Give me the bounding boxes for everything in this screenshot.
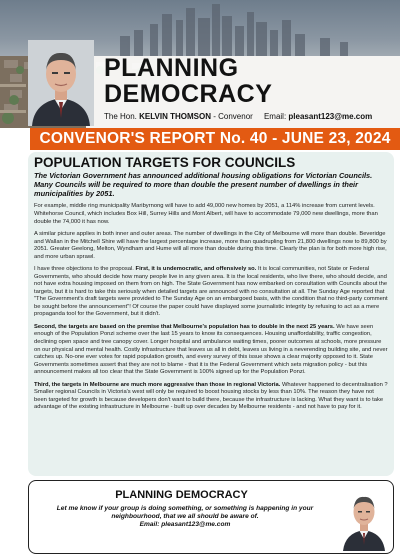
contact-email-label: Email:	[139, 521, 160, 529]
paragraph-3-body: It is local communities, not State or Federal Governments, who should decide how many people live in any given area. It is the local residents, who live there, who should decide, and not have extra housing imposed on them from on high. The State Government has now embarked on consultation with Councils about the targets, but it is hard to take this seriously when detailed targets are announced with no consultation at all. The Sunday Age reported that "The Government's draft targets were provided to The Sunday Age on an embargoed basis, with the condition that no third-party comment be sought before the announcement"! Of course the paper could have displayed some journalistic integrity by refusing to act as a mere propaganda tool for the Government, but it didn't.	[34, 266, 388, 318]
paragraph-4-body: We have seen enough of the Population Ponzi scheme over the last 15 years to know its consequences. Housing unaffordability, traffic congestion, declining open space and tree canopy cover. Longer hospital and ambulance waiting times, poorer outcomes at schools, more pressure on our physical and mental health. Costly infrastructure that leaves us all in debt, leaves us living in a neverending building site, and never catches up. No-one ever votes for rapid population growth, and every survey of this issue shows a clear majority opposed to it. State Governments sometimes assert that they are not to blame - that it is the Federal Government which sets migration policy - but this announcement makes all too clear that the State Government is 100% signed up for the Population Ponzi.	[34, 323, 388, 376]
article-paragraph-4	[34, 324, 388, 377]
paragraph-4-emphasis: Second, the targets are based on the premise that Melbourne's population has to double in the next 25 years.	[34, 323, 335, 330]
byline	[104, 112, 372, 121]
byline-prefix: The Hon.	[104, 112, 137, 121]
report-banner	[30, 128, 400, 150]
byline-name: KELVIN THOMSON	[139, 112, 211, 121]
paragraph-3-emphasis: First, it is undemocratic, and offensively so.	[135, 266, 257, 273]
article-paragraph-3	[34, 266, 388, 319]
convenor-portrait	[28, 40, 94, 126]
article-paragraph-1: For example, middle ring municipality Maribyrnong will have to add 49,000 new homes by 2051, a 114% increase from current levels. Whitehorse Council, which includes Box Hill, Surrey Hills and Mont Albert, will have to accommodate 79,000 new dwellings, more than double the 74,000 it has now.	[34, 203, 378, 225]
title-line-2: DEMOCRACY	[104, 80, 273, 108]
header	[0, 0, 400, 128]
title-line-1: PLANNING	[104, 54, 239, 82]
convenor-portrait-small	[341, 487, 387, 551]
paragraph-5-emphasis: Third, the targets in Melbourne are much more aggressive than those in regional Victoria.	[34, 381, 281, 388]
byline-email-label: Email:	[263, 112, 287, 121]
contact-message-text: Let me know if your group is doing something, or something is happening in your neighbourhood, that we all should be aware of.	[56, 505, 314, 521]
article-headline: POPULATION TARGETS FOR COUNCILS	[34, 155, 296, 170]
contact-message	[35, 505, 335, 530]
contact-title: PLANNING DEMOCRACY	[115, 489, 248, 501]
contact-email[interactable]: pleasant123@me.com	[161, 521, 231, 529]
paragraph-5-body: Whatever happened to decentralisation ? Smaller regional Councils in Victoria's west will only be required to boost housing stocks by less than 10%. The reason they have not been targeted for growth is because developers don't want to build there, because the infrastructure is lacking. What they want is to take advantage of the existing infrastructure in Melbourne - built up over decades by Melbourne residents - and not have to pay for it.	[34, 381, 388, 411]
byline-email[interactable]: pleasant123@me.com	[288, 112, 373, 121]
article-panel	[28, 152, 394, 476]
article-paragraph-5	[34, 382, 388, 412]
article-paragraph-2: A similar picture applies in both inner and outer areas. The number of dwellings in the City of Melbourne will more than double. Beveridge and Wallan in the Mitchell Shire will have the largest percentage increase, more than quadrupling from 21,800 dwellings now to 89,800 by 2051. Greater Geelong, Melton, Wyndham and Hume will all more than double during this time. Clearly the plan is for both more high rise, and more urban sprawl.	[34, 231, 387, 260]
paragraph-3-lead: I have three objections to the proposal.	[34, 266, 134, 273]
article-intro: The Victorian Government has announced additional housing obligations for Victorian Councils. Many Councils will be required to more than double the present number of dwellings in their municipalities by 2051.	[34, 170, 373, 198]
report-banner-text: CONVENOR'S REPORT No. 40 - JUNE 23, 2024	[39, 130, 391, 147]
byline-role: - Convenor	[213, 112, 253, 121]
contact-box	[28, 480, 394, 554]
